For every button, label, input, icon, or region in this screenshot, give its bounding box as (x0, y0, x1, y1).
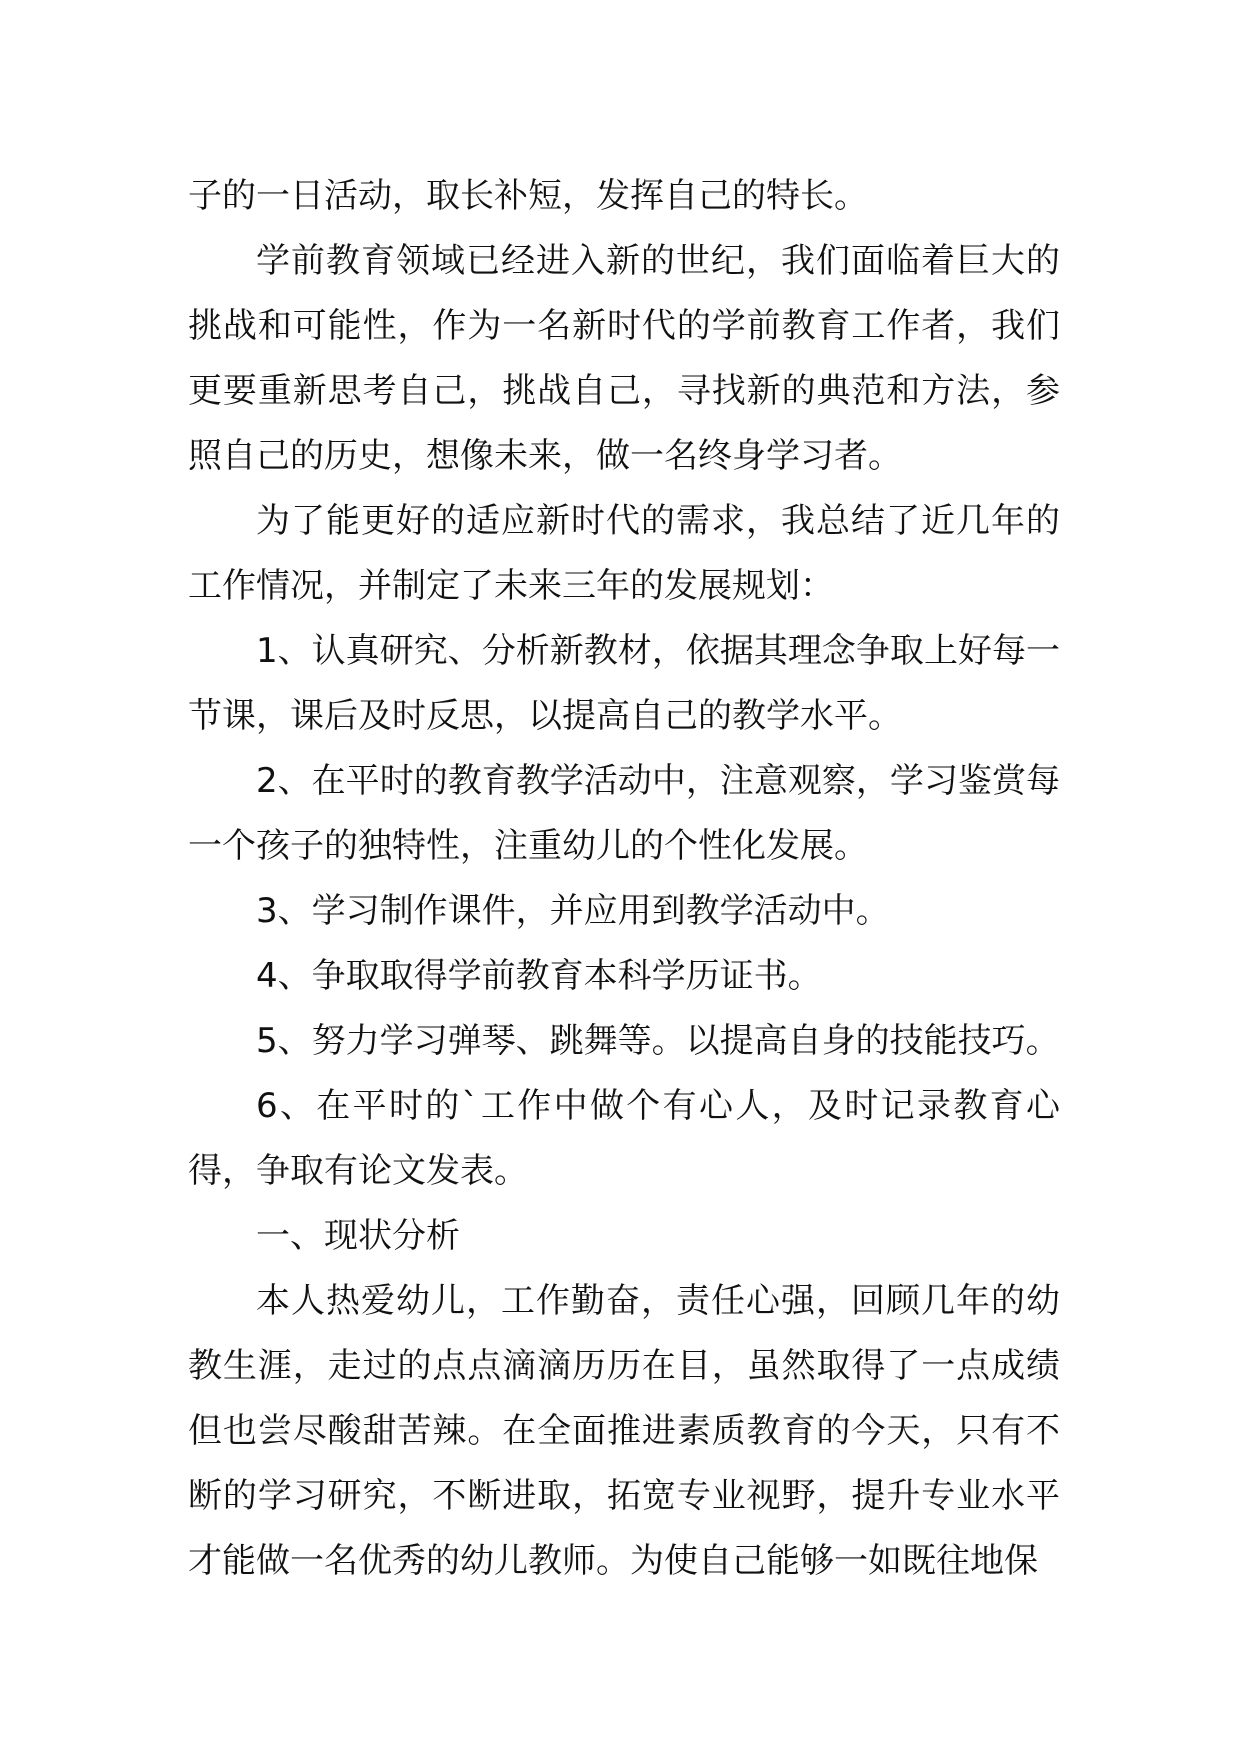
plan-item-4: 4、争取取得学前教育本科学历证书。 (256, 956, 822, 996)
plan-item-2: 2、在平时的教育教学活动中，注意观察，学习鉴赏每一个孩子的独特性，注重幼儿的个性化发展。 (188, 761, 1060, 866)
plan-item-1: 1、认真研究、分析新教材，依据其理念争取上好每一节课，课后及时反思，以提高自己的教学水平。 (188, 631, 1060, 736)
paragraph-preschool-century: 学前教育领域已经进入新的世纪，我们面临着巨大的挑战和可能性，作为一名新时代的学前教育工作者，我们更要重新思考自己，挑战自己，寻找新的典范和方法，参照自己的历史，想像未来，做一名终身学习者。 (188, 241, 1060, 476)
document-body (188, 164, 1060, 1594)
plan-item-3: 3、学习制作课件，并应用到教学活动中。 (256, 891, 890, 931)
section-heading-current-analysis: 一、现状分析 (256, 1216, 460, 1256)
plan-item-5: 5、努力学习弹琴、跳舞等。以提高自身的技能技巧。 (256, 1021, 1060, 1061)
plan-item-6: 6、在平时的`工作中做个有心人，及时记录教育心得，争取有论文发表。 (188, 1086, 1060, 1191)
paragraph-development-plan-intro: 为了能更好的适应新时代的需求，我总结了近几年的工作情况，并制定了未来三年的发展规划： (188, 501, 1060, 606)
paragraph-continuation: 子的一日活动，取长补短，发挥自己的特长。 (188, 176, 868, 216)
paragraph-self-analysis: 本人热爱幼儿，工作勤奋，责任心强，回顾几年的幼教生涯，走过的点点滴滴历历在目，虽然取得了一点成绩但也尝尽酸甜苦辣。在全面推进素质教育的今天，只有不断的学习研究，不断进取，拓宽专业视野，提升专业水平才能做一名优秀的幼儿教师。为使自己能够一如既往地保 (188, 1281, 1060, 1581)
